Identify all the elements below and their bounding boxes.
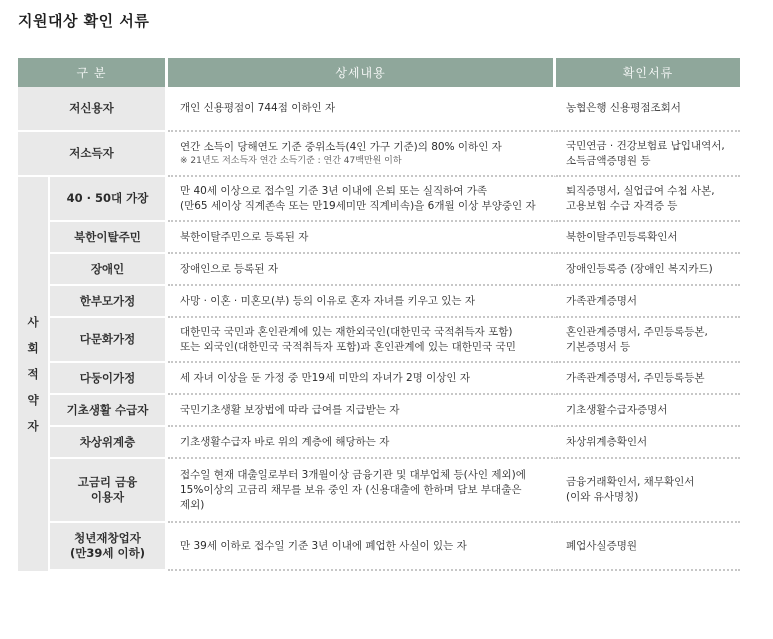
text-line: 개인 신용평점이 744점 이하인 자 bbox=[180, 102, 336, 114]
details-cell bbox=[168, 87, 556, 132]
text-line: 국민연금 · 건강보험료 납입내역서, bbox=[566, 139, 725, 152]
documents-cell bbox=[556, 427, 740, 459]
text-line: 청년재창업자 bbox=[74, 531, 141, 545]
text-line: 폐업사실증명원 bbox=[566, 539, 638, 552]
table-header-row bbox=[18, 58, 740, 87]
text-line: 국민기초생활 보장법에 따라 급여를 지급받는 자 bbox=[180, 403, 400, 416]
documents-cell bbox=[556, 459, 740, 523]
category-cell bbox=[50, 523, 168, 571]
text-line: 금융거래확인서, 채무확인서 bbox=[566, 476, 695, 488]
table-row bbox=[18, 177, 740, 222]
text-line: 또는 외국인(대한민국 국적취득자 포함)과 혼인관계에 있는 대한민국 국민 bbox=[180, 340, 516, 353]
text-line: 다문화가정 bbox=[79, 332, 136, 346]
text-line: 기초생활수급자증명서 bbox=[566, 403, 668, 416]
text-line: 한부모가정 bbox=[79, 293, 136, 308]
text-line: 15%이상의 고금리 채무를 보유 중인 자 (신용대출에 한하며 담보 부대출은 bbox=[180, 483, 522, 496]
text-line: 가족관계증명서 bbox=[566, 294, 638, 307]
table-row bbox=[18, 395, 740, 427]
details-cell bbox=[168, 395, 556, 427]
text-line: 혼인관계증명서, 주민등록등본, bbox=[566, 325, 708, 338]
details-cell bbox=[168, 254, 556, 286]
details-cell bbox=[168, 222, 556, 254]
text-line: 세 자녀 이상을 둔 가정 중 만19세 미만의 자녀가 2명 이상인 자 bbox=[180, 371, 471, 384]
details-cell bbox=[168, 132, 556, 177]
text-line: 북한이탈주민등록확인서 bbox=[566, 230, 678, 243]
table-row bbox=[18, 286, 740, 318]
category-cell bbox=[50, 254, 168, 286]
category-cell bbox=[50, 222, 168, 254]
text-line: 만 40세 이상으로 접수일 기준 3년 이내에 은퇴 또는 실직하여 가족 bbox=[180, 184, 487, 197]
details-cell bbox=[168, 318, 556, 363]
table-row bbox=[18, 363, 740, 395]
text-line: 사망 · 이혼 · 미혼모(부) 등의 이유로 혼자 자녀를 키우고 있는 자 bbox=[180, 294, 476, 307]
group-label-char: 회 bbox=[27, 341, 39, 355]
category-cell bbox=[50, 286, 168, 318]
table-row bbox=[18, 132, 740, 177]
details-cell bbox=[168, 363, 556, 395]
income-criteria-note: ※ 21년도 저소득자 연간 소득기준 : 연간 47백만원 이하 bbox=[180, 155, 402, 166]
text-line: (만39세 이하) bbox=[70, 546, 145, 560]
category-cell bbox=[18, 132, 168, 177]
text-line: 장애인으로 등록된 자 bbox=[180, 262, 278, 275]
documents-cell bbox=[556, 363, 740, 395]
details-cell bbox=[168, 523, 556, 571]
documents-cell bbox=[556, 177, 740, 222]
documents-cell bbox=[556, 132, 740, 177]
category-cell bbox=[50, 318, 168, 363]
text-line: (이와 유사명칭) bbox=[566, 491, 639, 503]
text-line: 고용보험 수급 자격증 등 bbox=[566, 199, 678, 212]
category-cell bbox=[50, 177, 168, 222]
text-line: 기본증명서 등 bbox=[566, 340, 631, 353]
support-target-table bbox=[18, 58, 740, 571]
social-vulnerable-group-label bbox=[18, 177, 50, 571]
text-line: 농협은행 신용평점조회서 bbox=[566, 102, 681, 114]
documents-cell bbox=[556, 523, 740, 571]
text-line: 고금리 금융 bbox=[77, 475, 138, 489]
table-row bbox=[18, 523, 740, 571]
category-cell bbox=[50, 427, 168, 459]
documents-cell bbox=[556, 222, 740, 254]
text-line: 대한민국 국민과 혼인관계에 있는 재한외국인(대한민국 국적취득자 포함) bbox=[180, 325, 513, 338]
category-cell bbox=[50, 459, 168, 523]
text-line: 접수일 현재 대출일로부터 3개월이상 금융기관 및 대부업체 등(사인 제외)에 bbox=[180, 468, 526, 481]
page-title: 지원대상 확인 서류 bbox=[18, 12, 150, 30]
table-row bbox=[18, 427, 740, 459]
text-line: 기초생활 수급자 bbox=[66, 402, 149, 417]
text-line: 장애인등록증 (장애인 복지카드) bbox=[566, 262, 713, 275]
text-line: 소득금액증명원 등 bbox=[566, 154, 651, 167]
text-line: 제외) bbox=[180, 498, 205, 511]
text-line: 북한이탈주민 bbox=[74, 229, 141, 244]
text-line: 퇴직증명서, 실업급여 수첩 사본, bbox=[566, 184, 715, 197]
text-line: 장애인 bbox=[90, 261, 125, 276]
table-row bbox=[18, 254, 740, 286]
category-cell bbox=[50, 395, 168, 427]
documents-cell bbox=[556, 87, 740, 132]
text-line: 이용자 bbox=[90, 490, 125, 504]
category-cell bbox=[18, 87, 168, 132]
text-line: 40 · 50대 가장 bbox=[66, 191, 149, 205]
table-row bbox=[18, 87, 740, 132]
header-details: 상세내용 bbox=[168, 58, 556, 87]
header-documents: 확인서류 bbox=[556, 58, 740, 87]
documents-cell bbox=[556, 254, 740, 286]
text-line: 저소득자 bbox=[69, 146, 114, 160]
text-line: (만65 세이상 직계존속 또는 만19세미만 직계비속)을 6개월 이상 부양중인 자 bbox=[180, 199, 536, 212]
header-category: 구 분 bbox=[18, 58, 168, 87]
group-label-char: 사 bbox=[27, 315, 39, 329]
text-line: 북한이탈주민으로 등록된 자 bbox=[180, 230, 309, 243]
text-line: 차상위계층 bbox=[79, 434, 136, 449]
table-row bbox=[18, 459, 740, 523]
table-row bbox=[18, 222, 740, 254]
details-cell bbox=[168, 459, 556, 523]
details-cell bbox=[168, 427, 556, 459]
text-line: 다둥이가정 bbox=[79, 370, 136, 385]
documents-cell bbox=[556, 395, 740, 427]
text-line: 만 39세 이하로 접수일 기준 3년 이내에 폐업한 사실이 있는 자 bbox=[180, 539, 467, 552]
table-body bbox=[18, 87, 740, 571]
table-row bbox=[18, 318, 740, 363]
text-line: 차상위계층확인서 bbox=[566, 435, 648, 448]
category-cell bbox=[50, 363, 168, 395]
text-line: 가족관계증명서, 주민등록등본 bbox=[566, 371, 705, 384]
documents-cell bbox=[556, 286, 740, 318]
group-label-char: 약 bbox=[27, 393, 39, 407]
details-cell bbox=[168, 177, 556, 222]
text-line: 연간 소득이 당해연도 기준 중위소득(4인 가구 기준)의 80% 이하인 자 bbox=[180, 140, 502, 153]
group-label-char: 적 bbox=[27, 367, 39, 381]
text-line: 기초생활수급자 바로 위의 계층에 해당하는 자 bbox=[180, 435, 390, 448]
documents-cell bbox=[556, 318, 740, 363]
text-line: 저신용자 bbox=[69, 101, 114, 115]
details-cell bbox=[168, 286, 556, 318]
group-label-char: 자 bbox=[27, 419, 39, 433]
